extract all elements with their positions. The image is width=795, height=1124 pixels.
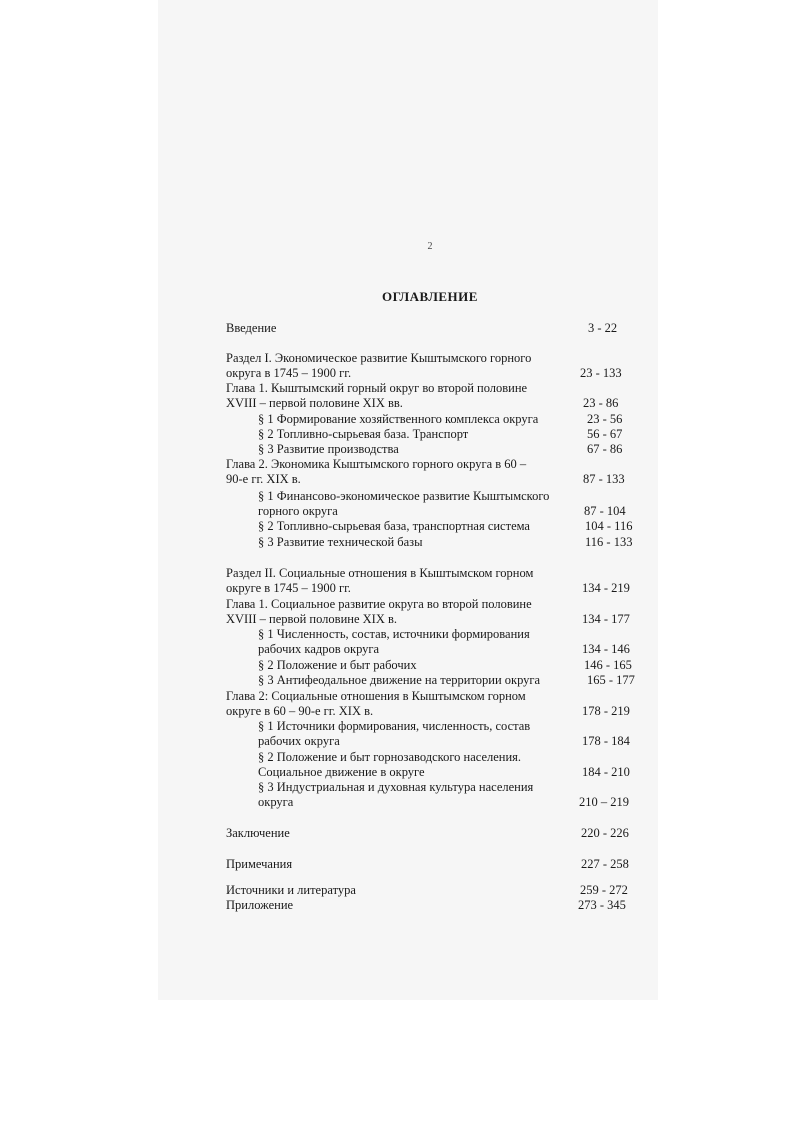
toc-s2c2-para1-line1: § 1 Источники формирования, численность, состав (258, 719, 531, 733)
toc-s1c2-para2: § 2 Топливно-сырьевая база, транспортная система (258, 519, 530, 533)
toc-s2c1-para1-line2: рабочих кадров округа (258, 642, 380, 656)
toc-section2-line2: округе в 1745 – 1900 гг. (226, 581, 351, 595)
toc-s1c1-para3: § 3 Развитие производства (258, 442, 399, 456)
toc-s2c2-para2-line2: Социальное движение в округе (258, 765, 425, 779)
toc-section1-line2: округа в 1745 – 1900 гг. (226, 366, 352, 380)
toc-s1c2-para3: § 3 Развитие технической базы (258, 535, 423, 549)
toc-section1-pages: 23 - 133 (580, 366, 622, 380)
toc-appendix-text: Приложение (226, 898, 294, 912)
toc-s1-chapter1-pages: 23 - 86 (583, 396, 619, 410)
page-number: 2 (427, 241, 433, 252)
toc-s1-chapter1-line1: Глава 1. Кыштымский горный округ во второй половине (226, 381, 528, 395)
toc-s2c1-para2-pages: 146 - 165 (584, 658, 632, 672)
toc-s2-chapter2-line2: округе в 60 – 90-е гг. XIX в. (226, 704, 374, 718)
toc-s2c1-para1-line1: § 1 Численность, состав, источники формирования (258, 627, 530, 641)
toc-appendix-pages: 273 - 345 (578, 898, 626, 912)
toc-s2c2-para3-line1: § 3 Индустриальная и духовная культура населения (258, 780, 534, 794)
toc-conclusion-pages: 220 - 226 (581, 826, 629, 840)
toc-s1c2-para3-pages: 116 - 133 (585, 535, 633, 549)
toc-s1c1-para2: § 2 Топливно-сырьевая база. Транспорт (258, 427, 469, 441)
toc-s2c2-para3-line2: округа (258, 795, 294, 809)
toc-notes-text: Примечания (226, 857, 293, 871)
toc-section2-line1: Раздел II. Социальные отношения в Кыштымском горном (226, 566, 534, 580)
toc-s1c2-para2-pages: 104 - 116 (585, 519, 633, 533)
toc-s2-chapter1-line2: XVIII – первой половине XIX в. (226, 612, 397, 626)
toc-s2-chapter2-pages: 178 - 219 (582, 704, 630, 718)
toc-s1c2-para1-line1: § 1 Финансово-экономическое развитие Кыштымского (258, 489, 550, 503)
toc-sources-pages: 259 - 272 (580, 883, 628, 897)
toc-s1c2-para1-pages: 87 - 104 (584, 504, 626, 518)
toc-conclusion-text: Заключение (226, 826, 290, 840)
toc-intro-text: Введение (226, 321, 277, 335)
toc-s2c2-para3-pages: 210 – 219 (579, 795, 629, 809)
toc-s1-chapter2-line2: 90-е гг. XIX в. (226, 472, 301, 486)
toc-s1-chapter2-pages: 87 - 133 (583, 472, 625, 486)
toc-s1-chapter2-line1: Глава 2. Экономика Кыштымского горного округа в 60 – (226, 457, 527, 471)
toc-notes-pages: 227 - 258 (581, 857, 629, 871)
toc-s1c1-para3-pages: 67 - 86 (587, 442, 623, 456)
toc-s2c2-para2-line1: § 2 Положение и быт горнозаводского населения. (258, 750, 522, 764)
toc-s1-chapter1-line2: XVIII – первой половине XIX вв. (226, 396, 403, 410)
toc-s2c2-para2-pages: 184 - 210 (582, 765, 630, 779)
toc-s2c2-para1-line2: рабочих округа (258, 734, 340, 748)
toc-section1-line1: Раздел I. Экономическое развитие Кыштымского горного (226, 351, 532, 365)
toc-s1c1-para1: § 1 Формирование хозяйственного комплекса округа (258, 412, 539, 426)
toc-s1c2-para1-line2: горного округа (258, 504, 338, 518)
toc-intro-pages: 3 - 22 (588, 321, 618, 335)
toc-sources-text: Источники и литература (226, 883, 356, 897)
toc-s2c1-para2: § 2 Положение и быт рабочих (258, 658, 417, 672)
toc-s2-chapter2-line1: Глава 2: Социальные отношения в Кыштымском горном (226, 689, 526, 703)
toc-s2c1-para3-pages: 165 - 177 (587, 673, 635, 687)
toc-section2-pages: 134 - 219 (582, 581, 630, 595)
toc-s2c1-para1-pages: 134 - 146 (582, 642, 630, 656)
toc-s2c2-para1-pages: 178 - 184 (582, 734, 630, 748)
toc-s2-chapter1-pages: 134 - 177 (582, 612, 630, 626)
toc-s1c1-para1-pages: 23 - 56 (587, 412, 623, 426)
toc-s1c1-para2-pages: 56 - 67 (587, 427, 623, 441)
page-title: ОГЛАВЛЕНИЕ (382, 289, 478, 304)
toc-s2-chapter1-line1: Глава 1. Социальное развитие округа во второй половине (226, 597, 532, 611)
toc-s2c1-para3: § 3 Антифеодальное движение на территории округа (258, 673, 541, 687)
